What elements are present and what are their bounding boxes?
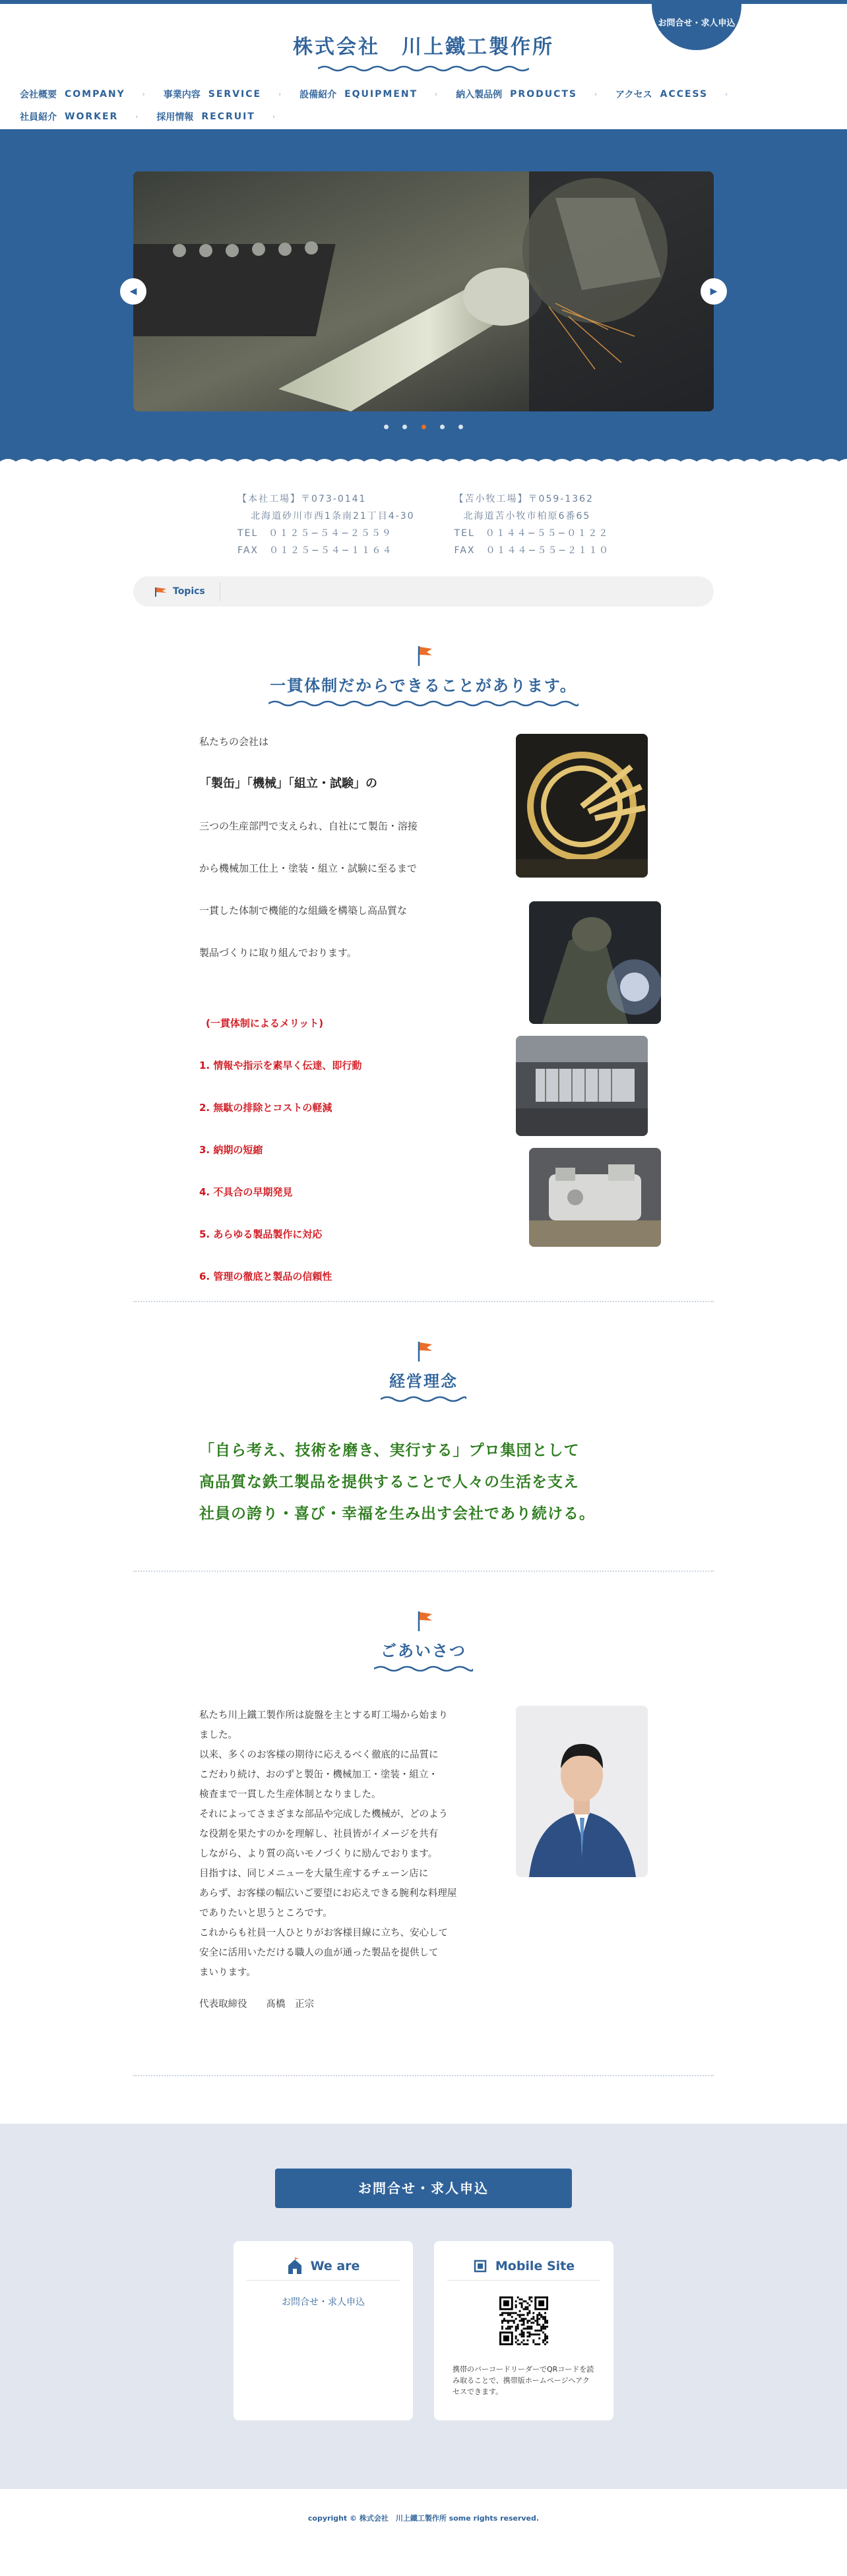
logo-wave-decoration [318,65,529,73]
slider-dot[interactable] [402,425,407,429]
mobile-site-card [434,2241,613,2420]
nav-item-jp: 納入製品例 [456,90,503,100]
global-nav [20,83,831,128]
company-logo-photo [516,734,648,878]
section-title: 一貫体制だからできることがあります。 [270,676,577,695]
nav-separator-icon: › [272,113,275,121]
integrated-section [0,645,847,1301]
nav-item-recruit[interactable] [156,105,275,128]
hero-slide-image [133,171,714,411]
flag-icon [153,586,168,597]
nav-item-en: RECRUIT [201,111,255,122]
greeting-line: 検査まで一貫した生産体制となりました。 [199,1789,381,1800]
factory-address: 北海道砂川市西1条南21丁目4-30 [251,511,415,522]
factory-address: 北海道苫小牧市柏原6番65 [463,511,591,522]
intro-line: 三つの生産部門で支えられ、自社にて製缶・溶接 [199,820,418,832]
copyright-text: copyright © 株式会社 川上鐵工製作所 some rights reserved. [0,2489,847,2548]
nav-item-service[interactable] [164,83,281,105]
merit-item: 1. 情報や指示を素早く伝達、即行動 [199,1060,362,1071]
tomakomai-factory-address [455,491,610,559]
qr-code-image [499,2296,548,2345]
section-divider [133,1571,714,1572]
greeting-line: ました。 [199,1730,237,1741]
president-portrait-photo [516,1706,648,1877]
factory-tel: TEL ０１２５−５４−２５５９ [237,528,392,539]
machining-photo [133,171,714,411]
factory-tel: TEL ０１４４−５５−０１２２ [454,528,610,539]
slider-dot[interactable] [440,425,445,429]
nav-item-access[interactable] [615,83,728,105]
intro-line: 私たちの会社は [199,736,269,748]
nav-separator-icon: › [135,113,139,121]
nav-item-jp: 採用情報 [156,112,194,123]
philosophy-line: 「自ら考え、技術を磨き、実行する」プロ集団として [199,1442,580,1459]
factory-name: 【本社工場】〒073-0141 [237,494,367,504]
greeting-line: 安全に活用いただける職人の血が通った製品を提供して [199,1948,439,1958]
title-wave-decoration [268,700,579,707]
greeting-line: でありたいと思うところです。 [199,1908,332,1919]
topics-bar[interactable] [133,576,714,607]
footer-cards [0,2241,847,2420]
greeting-signature: 代表取締役 髙橋 正宗 [199,1999,314,2010]
nav-separator-icon: › [725,90,728,98]
nav-separator-icon: › [278,90,282,98]
philosophy-section [0,1340,847,1530]
merit-item: 6. 管理の徹底と製品の信頼性 [199,1271,332,1282]
nav-item-en: PRODUCTS [510,89,578,100]
integrated-text [199,734,503,1311]
nav-separator-icon: › [142,90,145,98]
greeting-line: な役割を果たすのかを理解し、社員皆がイメージを共有 [199,1829,439,1840]
mobile-icon [473,2259,487,2273]
section-divider [133,2075,714,2076]
site-header [0,4,847,129]
factory-name: 【苫小牧工場】〒059-1362 [454,494,594,504]
intro-line: 製品づくりに取り組んでおります。 [199,947,357,959]
machine-product-photo [529,1148,661,1247]
nav-separator-icon: › [594,90,598,98]
nav-item-company[interactable] [20,83,145,105]
hero-bottom-wave [0,456,847,465]
slider-dot[interactable] [422,425,426,429]
company-name: 株式会社 川上鐵工製作所 [293,36,554,59]
nav-item-en: WORKER [65,111,119,122]
title-wave-decoration [374,1665,473,1673]
greeting-section [0,1610,847,2075]
greeting-line: しながら、より質の高いモノづくりに励んでおります。 [199,1849,438,1859]
greeting-line: それによってさまざまな部品や完成した機械が、どのよう [199,1809,448,1820]
section-title: 経営理念 [389,1372,458,1391]
flag-icon [414,1340,433,1362]
merit-item: 4. 不具合の早期発見 [199,1186,293,1198]
merit-item: 2. 無駄の排除とコストの軽減 [199,1102,332,1114]
nav-item-jp: 事業内容 [163,90,201,100]
factory-addresses [0,491,847,559]
intro-line-emphasis: 「製缶」「機械」「組立・試験」の [199,777,377,791]
slider-next-button[interactable]: ▶ [701,278,727,305]
footer-area [0,2124,847,2489]
main-factory-address [237,491,415,559]
merit-title: (一貫体制によるメリット) [206,1017,324,1029]
greeting-line: こだわり続け、おのずと製缶・機械加工・塗装・組立・ [199,1770,438,1780]
philosophy-line: 社員の誇り・喜び・幸福を生み出す会社であり続ける。 [199,1505,595,1522]
nav-item-en: SERVICE [208,89,262,100]
slider-dot[interactable] [458,425,463,429]
nav-item-products[interactable] [456,83,597,105]
contact-cta-button[interactable]: お問合せ・求人申込 [275,2169,572,2208]
philosophy-line: 高品質な鉄工製品を提供することで人々の生活を支え [199,1474,579,1491]
factory-fax: FAX ０１４４−５５−２１１０ [454,545,610,556]
section-title: ごあいさつ [381,1642,466,1660]
contact-badge-button[interactable]: お問合せ・求人申込 [652,3,741,50]
factory-fax: FAX ０１２５−５４−１１６４ [237,545,393,556]
greeting-text [199,1706,489,2014]
greeting-line: 目指すは、同じメニューを大量生産するチェーン店に [199,1869,429,1879]
nav-item-jp: 設備紹介 [299,90,337,100]
nav-item-equipment[interactable] [299,83,437,105]
greeting-line: これからも社員一人ひとりがお客様目線に立ち、安心して [199,1928,448,1938]
title-wave-decoration [381,1395,466,1403]
intro-line: 一貫した体制で機能的な組織を構築し高品質な [199,905,408,916]
nav-item-jp: 社員紹介 [20,112,57,123]
slider-prev-button[interactable]: ◀ [120,278,146,305]
greeting-line: 以来、多くのお客様の期待に応えるべく徹底的に品質に [199,1750,439,1760]
integrated-content [133,734,714,1301]
we-are-card [234,2241,413,2420]
we-are-title: We are [310,2258,360,2273]
intro-line: から機械加工仕上・塗装・組立・試験に至るまで [199,862,418,874]
merit-item: 3. 納期の短縮 [199,1144,263,1156]
mobile-site-title: Mobile Site [495,2258,575,2273]
nav-item-jp: アクセス [615,90,652,100]
factory-interior-photo [516,1036,648,1136]
greeting-line: あらず、お客様の幅広いご要望にお応えできる腕利な料理屋 [199,1888,457,1899]
mobile-site-heading [447,2252,600,2281]
philosophy-text [133,1435,714,1530]
nav-item-en: COMPANY [65,89,125,100]
nav-item-en: ACCESS [660,89,708,100]
flag-icon [414,1610,433,1631]
we-are-heading [247,2252,400,2281]
merit-item: 5. あらゆる製品製作に対応 [199,1228,323,1240]
greeting-line: まいります。 [199,1967,256,1978]
hero-slider [0,129,847,465]
nav-item-jp: 会社概要 [20,90,57,100]
house-icon [287,2258,303,2275]
nav-item-en: EQUIPMENT [344,89,418,100]
we-are-contact-link[interactable]: お問合せ・求人申込 [282,2297,365,2308]
greeting-line: 私たち川上鐵工製作所は旋盤を主とする町工場から始まり [199,1710,448,1721]
slider-dots [0,419,847,432]
nav-item-worker[interactable] [20,105,138,128]
welding-photo [529,901,661,1024]
flag-icon [414,645,433,666]
greeting-content [133,1706,714,2075]
nav-separator-icon: › [435,90,438,98]
topics-label: Topics [173,586,205,597]
slider-dot[interactable] [384,425,389,429]
qr-instructions: 携帯のバーコードリーダーでQRコードを読み取ることで、携帯版ホームページへアクセスできます。 [453,2365,594,2396]
